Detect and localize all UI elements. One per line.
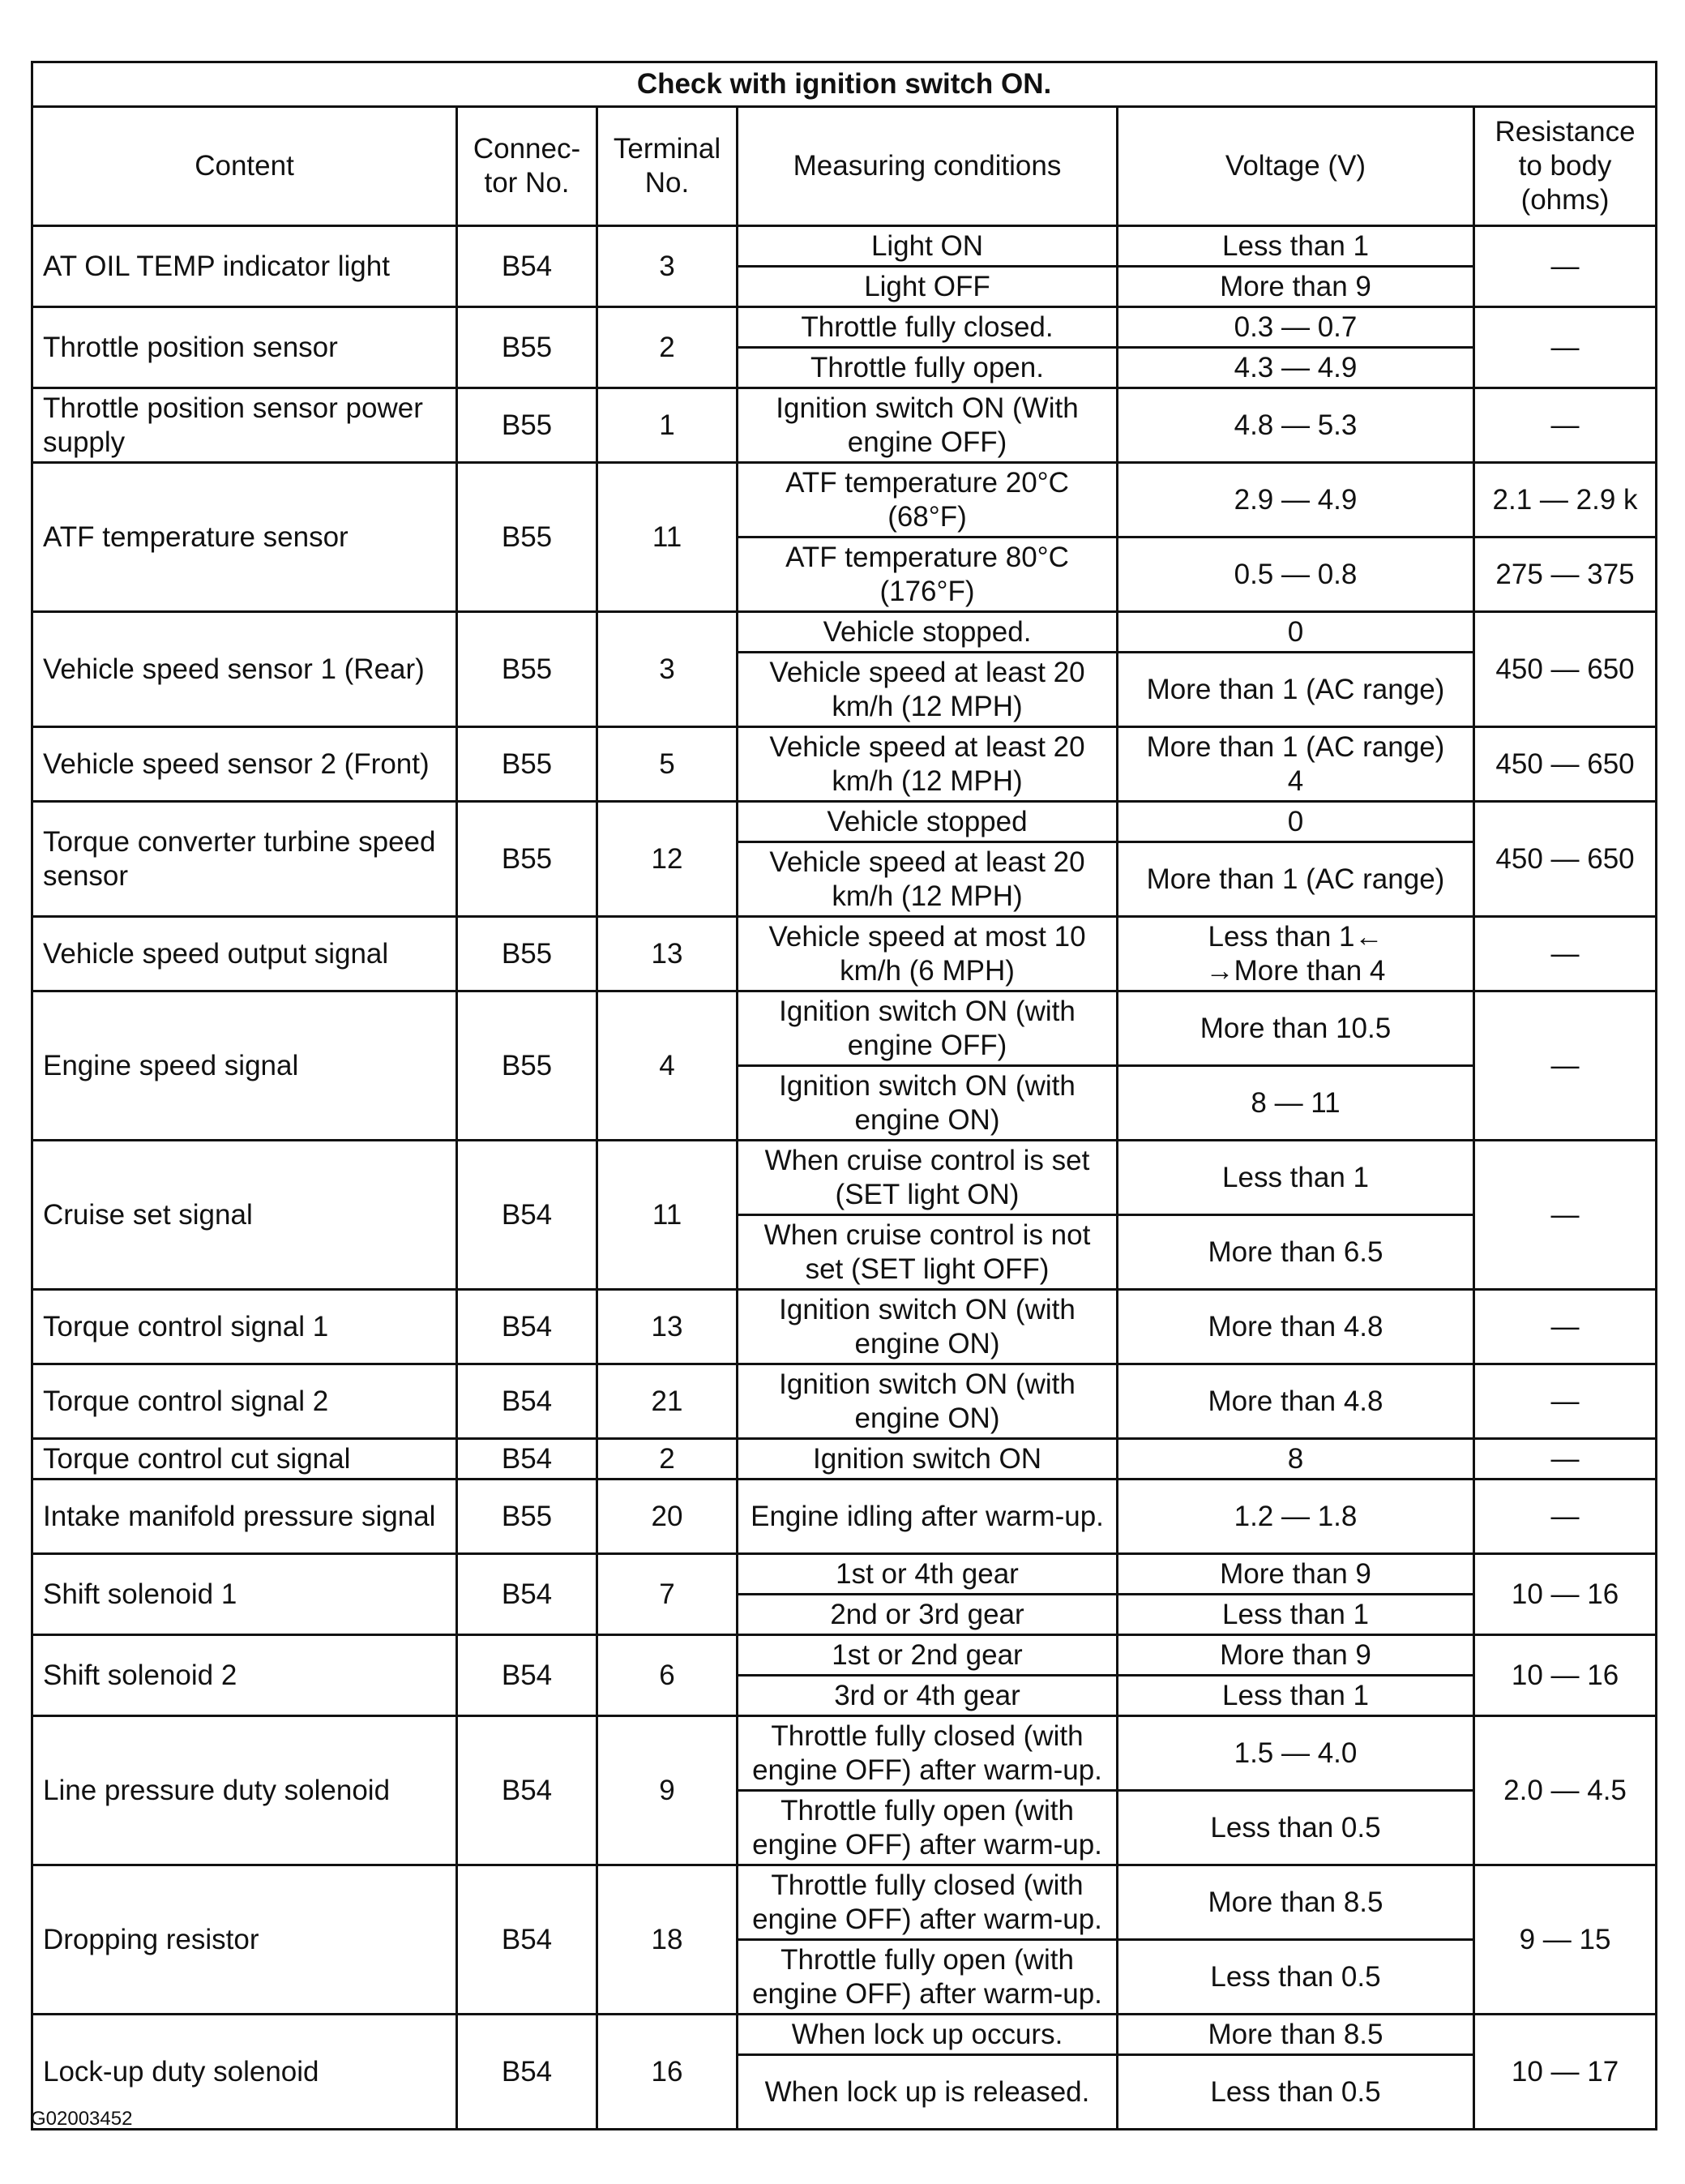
cell-resistance: —: [1474, 917, 1657, 991]
cell-content: Torque control signal 2: [32, 1364, 457, 1439]
cell-terminal: 20: [597, 1480, 738, 1554]
cell-content: Engine speed signal: [32, 991, 457, 1141]
cell-terminal: 4: [597, 991, 738, 1141]
cell-connector: B55: [457, 802, 597, 917]
cell-voltage: Less than 0.5: [1118, 1940, 1474, 2015]
cell-condition: Ignition switch ON (with engine ON): [738, 1066, 1118, 1141]
cell-voltage: Less than 1← →More than 4: [1118, 917, 1474, 991]
cell-condition: Ignition switch ON (with engine OFF): [738, 991, 1118, 1066]
table-row: [32, 612, 1657, 653]
cell-resistance: 9 — 15: [1474, 1865, 1657, 2015]
table-row: [32, 2015, 1657, 2055]
header-voltage: Voltage (V): [1118, 107, 1474, 226]
cell-content: Line pressure duty solenoid: [32, 1716, 457, 1865]
header-resistance: Resistance to body (ohms): [1474, 107, 1657, 226]
cell-resistance: —: [1474, 226, 1657, 307]
cell-terminal: 18: [597, 1865, 738, 2015]
cell-content: AT OIL TEMP indicator light: [32, 226, 457, 307]
cell-content: Shift solenoid 1: [32, 1554, 457, 1635]
cell-resistance: —: [1474, 1439, 1657, 1480]
table-row: [32, 226, 1657, 267]
cell-condition: 1st or 4th gear: [738, 1554, 1118, 1595]
cell-condition: Vehicle speed at most 10 km/h (6 MPH): [738, 917, 1118, 991]
cell-terminal: 7: [597, 1554, 738, 1635]
table-row: [32, 727, 1657, 802]
cell-condition: When lock up is released.: [738, 2055, 1118, 2130]
cell-voltage: More than 9: [1118, 267, 1474, 307]
cell-voltage: More than 9: [1118, 1635, 1474, 1676]
cell-voltage: More than 4.8: [1118, 1290, 1474, 1364]
cell-terminal: 11: [597, 463, 738, 612]
cell-content: Torque converter turbine speed sensor: [32, 802, 457, 917]
cell-resistance: 10 — 17: [1474, 2015, 1657, 2130]
cell-condition: ATF temperature 20°C (68°F): [738, 463, 1118, 537]
cell-connector: B54: [457, 1865, 597, 2015]
cell-voltage: Less than 0.5: [1118, 1791, 1474, 1865]
cell-connector: B55: [457, 917, 597, 991]
cell-voltage: More than 9: [1118, 1554, 1474, 1595]
table-row: [32, 307, 1657, 348]
cell-condition: Light ON: [738, 226, 1118, 267]
cell-condition: Engine idling after warm-up.: [738, 1480, 1118, 1554]
cell-resistance: —: [1474, 307, 1657, 388]
cell-content: Shift solenoid 2: [32, 1635, 457, 1716]
cell-voltage: More than 10.5: [1118, 991, 1474, 1066]
table-body: [32, 226, 1657, 2130]
cell-resistance: 450 — 650: [1474, 612, 1657, 727]
header-terminal: Terminal No.: [597, 107, 738, 226]
cell-voltage: Less than 1: [1118, 1141, 1474, 1215]
cell-voltage: 0.5 — 0.8: [1118, 537, 1474, 612]
cell-voltage: 4.8 — 5.3: [1118, 388, 1474, 463]
cell-content: ATF temperature sensor: [32, 463, 457, 612]
cell-voltage: More than 1 (AC range): [1118, 842, 1474, 917]
cell-terminal: 13: [597, 1290, 738, 1364]
cell-condition: Vehicle stopped: [738, 802, 1118, 842]
cell-resistance: —: [1474, 1141, 1657, 1290]
header-connector: Connec- tor No.: [457, 107, 597, 226]
cell-resistance: —: [1474, 1364, 1657, 1439]
cell-condition: Throttle fully open.: [738, 348, 1118, 388]
cell-condition: Vehicle speed at least 20 km/h (12 MPH): [738, 842, 1118, 917]
cell-connector: B55: [457, 463, 597, 612]
cell-condition: Ignition switch ON (with engine ON): [738, 1290, 1118, 1364]
cell-voltage: More than 4.8: [1118, 1364, 1474, 1439]
cell-terminal: 3: [597, 612, 738, 727]
cell-resistance: —: [1474, 388, 1657, 463]
cell-condition: Throttle fully open (with engine OFF) after warm-up.: [738, 1940, 1118, 2015]
cell-condition: 3rd or 4th gear: [738, 1676, 1118, 1716]
table-row: [32, 991, 1657, 1066]
cell-content: Vehicle speed sensor 2 (Front): [32, 727, 457, 802]
cell-content: Torque control cut signal: [32, 1439, 457, 1480]
inspection-table: [31, 61, 1657, 2130]
cell-voltage: 0.3 — 0.7: [1118, 307, 1474, 348]
cell-condition: Vehicle speed at least 20 km/h (12 MPH): [738, 727, 1118, 802]
cell-condition: Vehicle speed at least 20 km/h (12 MPH): [738, 653, 1118, 727]
table-row: [32, 463, 1657, 537]
cell-condition: Ignition switch ON: [738, 1439, 1118, 1480]
cell-connector: B54: [457, 1716, 597, 1865]
cell-condition: 1st or 2nd gear: [738, 1635, 1118, 1676]
cell-condition: Light OFF: [738, 267, 1118, 307]
cell-connector: B54: [457, 226, 597, 307]
cell-voltage: 1.5 — 4.0: [1118, 1716, 1474, 1791]
table-row: [32, 802, 1657, 842]
cell-connector: B54: [457, 1290, 597, 1364]
cell-condition: Throttle fully open (with engine OFF) after warm-up.: [738, 1791, 1118, 1865]
cell-resistance: 10 — 16: [1474, 1635, 1657, 1716]
cell-content: Throttle position sensor: [32, 307, 457, 388]
cell-terminal: 3: [597, 226, 738, 307]
table-row: [32, 1141, 1657, 1215]
cell-resistance: 2.0 — 4.5: [1474, 1716, 1657, 1865]
cell-voltage: More than 1 (AC range): [1118, 653, 1474, 727]
cell-condition: Throttle fully closed (with engine OFF) after warm-up.: [738, 1865, 1118, 1940]
cell-connector: B55: [457, 991, 597, 1141]
cell-voltage: Less than 0.5: [1118, 2055, 1474, 2130]
cell-voltage: Less than 1: [1118, 1595, 1474, 1635]
cell-condition: Throttle fully closed (with engine OFF) after warm-up.: [738, 1716, 1118, 1791]
figure-code: G02003452: [31, 2108, 133, 2130]
cell-connector: B54: [457, 1635, 597, 1716]
cell-content: Vehicle speed output signal: [32, 917, 457, 991]
cell-content: Dropping resistor: [32, 1865, 457, 2015]
cell-content: Lock-up duty solenoid: [32, 2015, 457, 2130]
cell-voltage: 0: [1118, 802, 1474, 842]
header-content: Content: [32, 107, 457, 226]
cell-connector: B54: [457, 1439, 597, 1480]
cell-condition: 2nd or 3rd gear: [738, 1595, 1118, 1635]
cell-content: Intake manifold pressure signal: [32, 1480, 457, 1554]
cell-resistance: 10 — 16: [1474, 1554, 1657, 1635]
cell-resistance: 450 — 650: [1474, 802, 1657, 917]
cell-resistance: —: [1474, 991, 1657, 1141]
cell-resistance: —: [1474, 1480, 1657, 1554]
cell-voltage: More than 8.5: [1118, 1865, 1474, 1940]
cell-condition: Ignition switch ON (with engine ON): [738, 1364, 1118, 1439]
cell-connector: B55: [457, 388, 597, 463]
table-row: [32, 388, 1657, 463]
cell-voltage: 8: [1118, 1439, 1474, 1480]
table-row: [32, 1439, 1657, 1480]
cell-terminal: 2: [597, 1439, 738, 1480]
cell-condition: ATF temperature 80°C (176°F): [738, 537, 1118, 612]
cell-voltage: Less than 1: [1118, 1676, 1474, 1716]
cell-terminal: 1: [597, 388, 738, 463]
cell-voltage: 1.2 — 1.8: [1118, 1480, 1474, 1554]
cell-voltage: More than 8.5: [1118, 2015, 1474, 2055]
cell-condition: When lock up occurs.: [738, 2015, 1118, 2055]
table-row: [32, 1364, 1657, 1439]
cell-connector: B55: [457, 307, 597, 388]
cell-connector: B54: [457, 2015, 597, 2130]
header-conditions: Measuring conditions: [738, 107, 1118, 226]
cell-voltage: More than 1 (AC range) 4: [1118, 727, 1474, 802]
cell-voltage: 8 — 11: [1118, 1066, 1474, 1141]
cell-resistance: 450 — 650: [1474, 727, 1657, 802]
table-title: Check with ignition switch ON.: [32, 62, 1657, 107]
cell-resistance: 2.1 — 2.9 k: [1474, 463, 1657, 537]
cell-terminal: 5: [597, 727, 738, 802]
cell-resistance: —: [1474, 1290, 1657, 1364]
cell-condition: Ignition switch ON (With engine OFF): [738, 388, 1118, 463]
cell-connector: B55: [457, 612, 597, 727]
table-row: [32, 1554, 1657, 1595]
cell-terminal: 16: [597, 2015, 738, 2130]
cell-content: Throttle position sensor power supply: [32, 388, 457, 463]
cell-condition: When cruise control is set (SET light ON): [738, 1141, 1118, 1215]
cell-connector: B54: [457, 1554, 597, 1635]
cell-resistance: 275 — 375: [1474, 537, 1657, 612]
cell-voltage: Less than 1: [1118, 226, 1474, 267]
table-row: [32, 1865, 1657, 1940]
cell-content: Torque control signal 1: [32, 1290, 457, 1364]
cell-voltage: 0: [1118, 612, 1474, 653]
cell-voltage: 4.3 — 4.9: [1118, 348, 1474, 388]
table-row: [32, 1716, 1657, 1791]
table-row: [32, 917, 1657, 991]
cell-connector: B55: [457, 1480, 597, 1554]
cell-voltage: 2.9 — 4.9: [1118, 463, 1474, 537]
cell-connector: B55: [457, 727, 597, 802]
table-row: [32, 1290, 1657, 1364]
cell-terminal: 6: [597, 1635, 738, 1716]
cell-content: Cruise set signal: [32, 1141, 457, 1290]
cell-condition: When cruise control is not set (SET light OFF): [738, 1215, 1118, 1290]
table-row: [32, 1480, 1657, 1554]
cell-condition: Vehicle stopped.: [738, 612, 1118, 653]
cell-terminal: 11: [597, 1141, 738, 1290]
cell-connector: B54: [457, 1141, 597, 1290]
cell-terminal: 13: [597, 917, 738, 991]
cell-terminal: 12: [597, 802, 738, 917]
table-row: [32, 1635, 1657, 1676]
cell-connector: B54: [457, 1364, 597, 1439]
cell-terminal: 9: [597, 1716, 738, 1865]
cell-condition: Throttle fully closed.: [738, 307, 1118, 348]
cell-terminal: 2: [597, 307, 738, 388]
cell-voltage: More than 6.5: [1118, 1215, 1474, 1290]
cell-content: Vehicle speed sensor 1 (Rear): [32, 612, 457, 727]
cell-terminal: 21: [597, 1364, 738, 1439]
